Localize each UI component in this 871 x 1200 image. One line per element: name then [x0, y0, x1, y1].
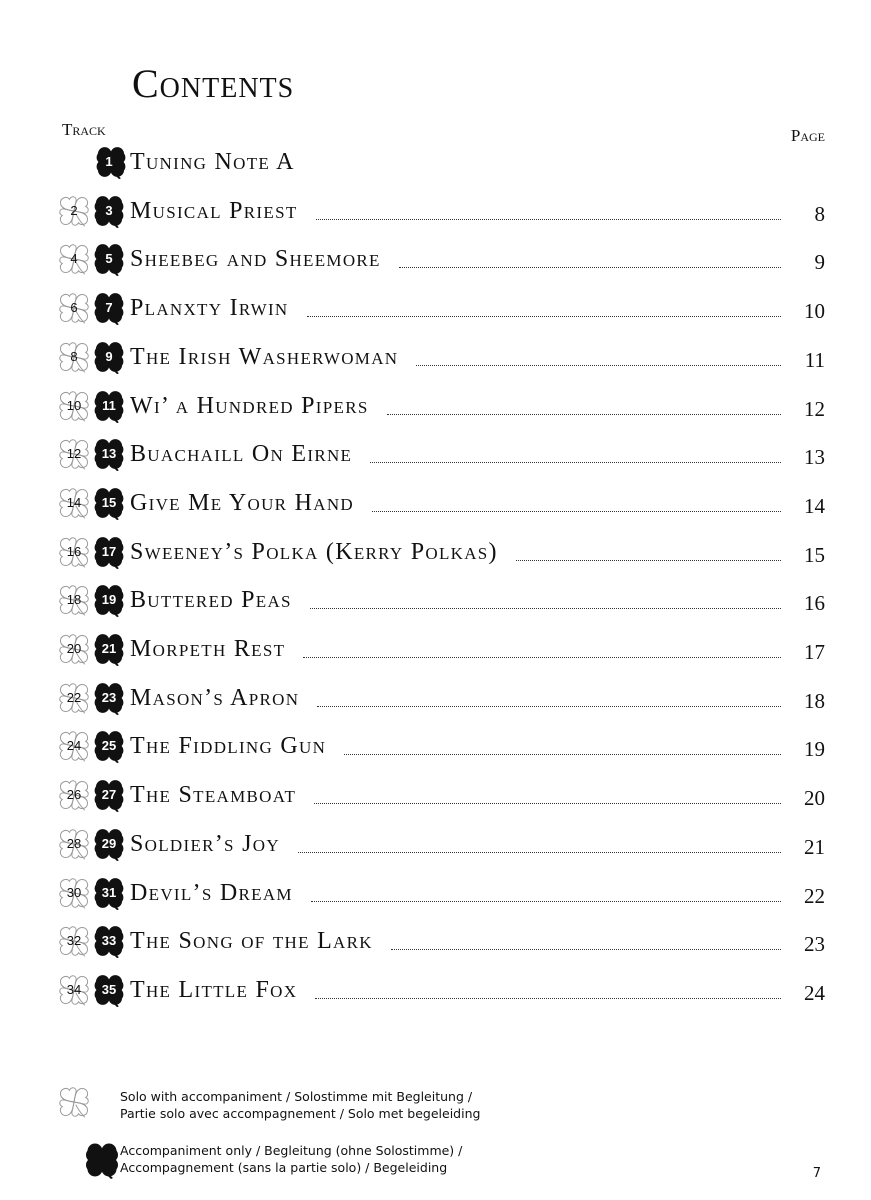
- dot-leader: [387, 414, 781, 415]
- track-number-solo: 28: [66, 835, 82, 851]
- track-row: [0, 724, 871, 768]
- dot-leader: [317, 706, 781, 707]
- track-title: Devil’s Dream: [130, 879, 293, 906]
- track-page-number: 20: [804, 786, 825, 811]
- track-row: [0, 530, 871, 574]
- dot-leader: [416, 365, 781, 366]
- track-title: The Little Fox: [130, 976, 298, 1003]
- dot-leader: [516, 560, 781, 561]
- track-number-solo: 30: [66, 884, 82, 900]
- track-number-accompaniment: 21: [101, 641, 117, 656]
- track-row: [0, 335, 871, 379]
- track-number-accompaniment: 25: [101, 738, 117, 754]
- track-title: Soldier’s Joy: [130, 830, 280, 857]
- dot-leader: [399, 267, 781, 268]
- track-title: The Steamboat: [130, 782, 297, 809]
- track-number-accompaniment: 33: [101, 933, 117, 949]
- track-page-number: 15: [804, 542, 825, 567]
- track-title: Planxty Irwin: [130, 295, 289, 322]
- track-row: [0, 481, 871, 525]
- dot-leader: [316, 219, 781, 220]
- dot-leader: [372, 511, 781, 512]
- track-page-number: 11: [804, 347, 825, 372]
- track-row: [0, 871, 871, 915]
- four-leaf-clover-solid-icon: [82, 1140, 122, 1180]
- track-number-solo: 34: [66, 981, 82, 997]
- track-page-number: 9: [814, 250, 825, 275]
- dot-leader: [303, 657, 781, 658]
- track-title: The Song of the Lark: [130, 928, 373, 955]
- track-title: Sweeney’s Polka (Kerry Polkas): [130, 538, 498, 565]
- track-number-solo: 8: [70, 348, 78, 364]
- track-page-number: 8: [814, 201, 825, 226]
- track-row: [0, 237, 871, 281]
- track-row: [0, 384, 871, 428]
- track-number-accompaniment: 11: [102, 397, 116, 413]
- track-row: [0, 432, 871, 476]
- legend-solo-line1: Solo with accompaniment / Solostimme mit Begleitung /: [120, 1089, 473, 1104]
- track-number-accompaniment: 3: [105, 202, 113, 218]
- track-title: Musical Priest: [130, 197, 298, 224]
- track-number-accompaniment: 35: [101, 981, 117, 997]
- track-number-accompaniment: 15: [101, 494, 117, 510]
- track-number-accompaniment: 31: [101, 884, 117, 900]
- track-page-number: 19: [804, 737, 825, 762]
- track-number-accompaniment: 19: [101, 592, 117, 608]
- track-title: Give Me Your Hand: [130, 489, 354, 516]
- track-number-accompaniment: 1: [105, 154, 113, 169]
- track-page-number: 23: [804, 932, 825, 957]
- track-number-solo: 10: [66, 397, 82, 413]
- track-number-accompaniment: 23: [101, 689, 117, 705]
- track-number-accompaniment: 17: [101, 543, 117, 559]
- legend-accomp-line1: Accompaniment only / Begleitung (ohne Solostimme) /: [120, 1143, 463, 1158]
- track-title: The Irish Washerwoman: [130, 343, 399, 370]
- track-number-solo: 2: [70, 202, 78, 218]
- track-page-number: 10: [804, 299, 825, 324]
- track-page-number: 22: [804, 883, 825, 908]
- track-number-solo: 22: [66, 689, 82, 705]
- legend-solo-text: [120, 1088, 480, 1122]
- legend-accomp-line2: Accompagnement (sans la partie solo) / Begeleiding: [120, 1160, 448, 1175]
- track-title: Buachaill On Eirne: [130, 441, 353, 468]
- track-number-solo: 6: [70, 300, 78, 316]
- track-number-accompaniment: 27: [101, 787, 117, 803]
- four-leaf-clover-outline-icon: [56, 1084, 92, 1120]
- track-page-number: 21: [804, 834, 825, 859]
- track-page-number: 17: [804, 640, 825, 664]
- track-row: [0, 189, 871, 233]
- page-title: Contents: [132, 61, 295, 106]
- track-number-accompaniment: 9: [105, 348, 113, 364]
- dot-leader: [310, 608, 781, 609]
- track-number-accompaniment: 13: [101, 446, 117, 462]
- track-title: Tuning Note A: [130, 149, 295, 175]
- track-number-solo: 14: [66, 494, 82, 510]
- legend-accomp-text: [120, 1142, 462, 1176]
- dot-leader: [314, 803, 781, 804]
- legend-solo-line2: Partie solo avec accompagnement / Solo met begeleiding: [120, 1106, 481, 1121]
- track-number-solo: 4: [70, 251, 78, 267]
- track-number-solo: 20: [66, 641, 82, 656]
- track-title: Morpeth Rest: [130, 636, 286, 662]
- track-number-solo: 18: [66, 592, 82, 608]
- track-row: [0, 968, 871, 1012]
- dot-leader: [391, 949, 781, 950]
- track-number-solo: 32: [66, 933, 82, 949]
- track-row: [0, 627, 871, 671]
- page-column-header: Page: [790, 126, 825, 145]
- track-page-number: 14: [804, 493, 825, 518]
- track-row: [0, 676, 871, 720]
- dot-leader: [315, 998, 781, 999]
- track-title: Mason’s Apron: [130, 684, 300, 711]
- track-title: Sheebeg and Sheemore: [130, 246, 381, 273]
- track-row: [0, 919, 871, 963]
- dot-leader: [370, 462, 781, 463]
- track-page-number: 24: [804, 980, 825, 1005]
- track-page-number: 16: [804, 591, 825, 616]
- track-row: [0, 286, 871, 330]
- page-number: 7: [812, 1166, 821, 1181]
- track-row: [0, 822, 871, 866]
- track-column-header: Track: [62, 120, 106, 139]
- track-number-solo: 16: [66, 543, 82, 559]
- dot-leader: [298, 852, 781, 853]
- track-row: [0, 578, 871, 622]
- track-number-solo: 24: [66, 738, 82, 754]
- track-row: [0, 773, 871, 817]
- dot-leader: [311, 901, 781, 902]
- track-title: Buttered Peas: [130, 587, 292, 614]
- track-title: The Fiddling Gun: [130, 733, 327, 760]
- track-page-number: 18: [804, 688, 825, 713]
- dot-leader: [307, 316, 781, 317]
- track-row: [0, 140, 871, 184]
- track-number-solo: 12: [66, 446, 82, 462]
- track-page-number: 12: [804, 396, 825, 421]
- track-number-accompaniment: 7: [105, 300, 113, 316]
- track-number-solo: 26: [66, 787, 82, 803]
- track-number-accompaniment: 5: [105, 251, 113, 267]
- track-title: Wi’ a Hundred Pipers: [130, 392, 369, 419]
- track-number-accompaniment: 29: [101, 835, 117, 851]
- dot-leader: [344, 754, 781, 755]
- track-page-number: 13: [804, 445, 825, 470]
